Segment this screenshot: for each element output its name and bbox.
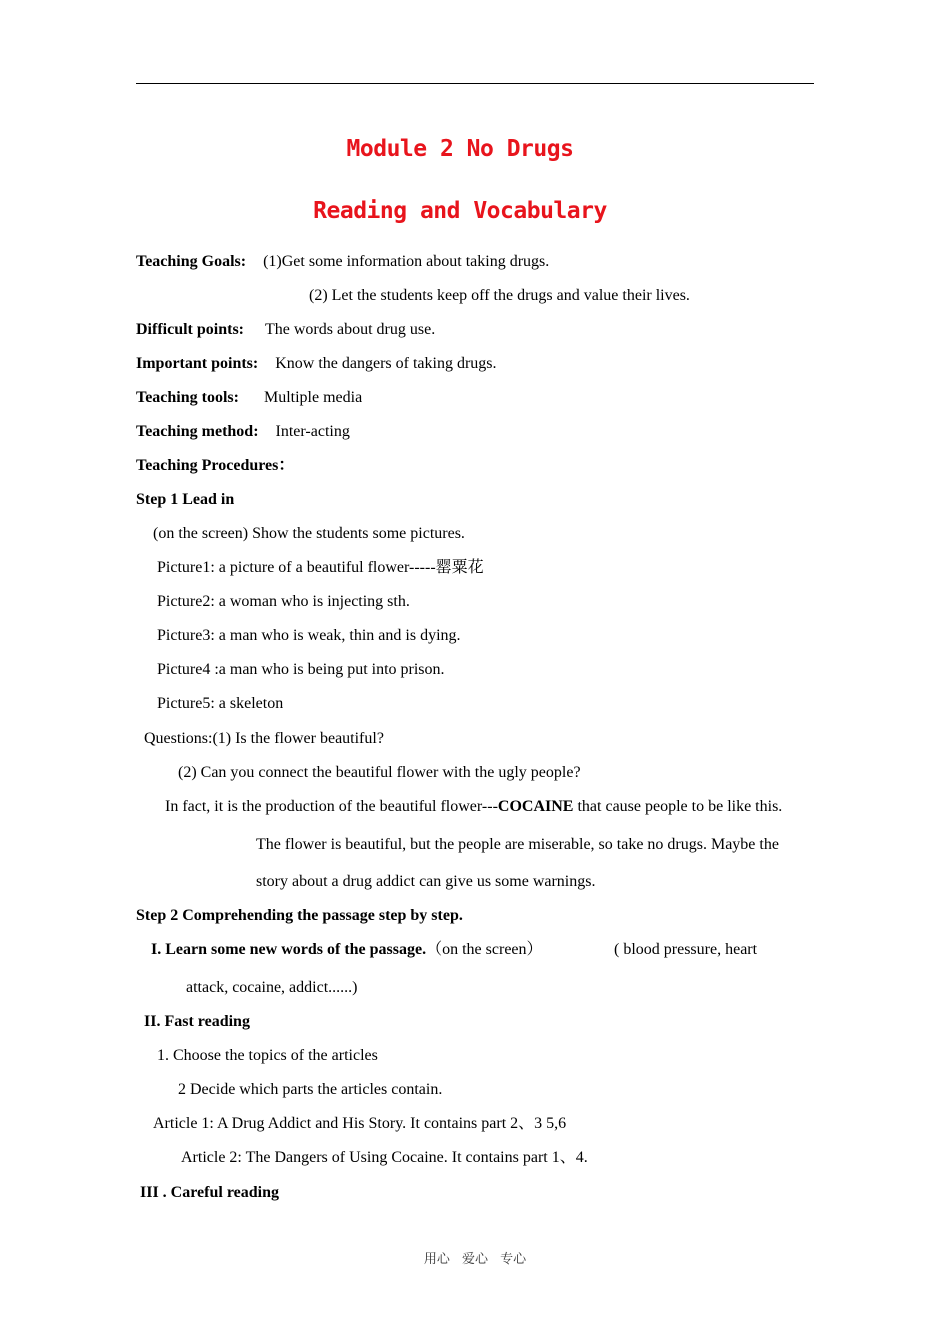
teaching-goals [136,252,549,272]
step2-heading: Step 2 Comprehending the passage step by step. [136,907,463,924]
header-rule [136,83,814,84]
teaching-procedures: Teaching Procedures： [136,457,295,474]
picture-5: Picture5: a skeleton [157,695,284,712]
section-3-label: III . Careful reading [140,1184,279,1201]
fact-continuation-2: story about a drug addict can give us some warnings. [256,873,596,890]
teaching-method-text: Inter-acting [275,423,350,440]
footer-word-1: 用心 [423,1252,450,1267]
picture-2: Picture2: a woman who is injecting sth. [157,593,410,610]
teaching-tools-text: Multiple media [263,389,363,406]
important-points-label: Important points: [136,355,259,372]
module-title: Module 2 No Drugs [346,136,574,162]
page-footer [0,1248,950,1267]
section-1-screen: （on the screen） [426,941,543,958]
fact-continuation-1: The flower is beautiful, but the people are miserable, so take no drugs. Maybe the [256,836,779,853]
section-2-label: II. Fast reading [144,1013,250,1030]
fact-cocaine: COCAINE [497,798,574,815]
teaching-method-label: Teaching method: [136,423,259,440]
teaching-goals-label: Teaching Goals: [136,253,247,270]
section-1-words-cont: attack, cocaine, addict......) [186,979,358,996]
fast-reading-item-1: 1. Choose the topics of the articles [157,1047,378,1064]
important-points [136,354,497,374]
picture-1: Picture1: a picture of a beautiful flower-----罂粟花 [157,559,484,576]
section-1-words: ( blood pressure, heart [614,941,758,958]
step1-intro: (on the screen) Show the students some pictures. [153,525,465,542]
teaching-method [136,422,350,442]
section-1-line [151,940,543,960]
footer-word-3: 专心 [500,1252,527,1267]
difficult-points [136,320,435,340]
picture-4: Picture4 :a man who is being put into prison. [157,661,445,678]
article-1: Article 1: A Drug Addict and His Story. It contains part 2、3 5,6 [153,1115,567,1132]
difficult-points-label: Difficult points: [136,321,244,338]
fact-line [165,797,782,817]
lesson-title: Reading and Vocabulary [313,198,607,224]
section-1-label: I. Learn some new words of the passage. [151,941,427,958]
question-2: (2) Can you connect the beautiful flower with the ugly people? [178,764,581,781]
teaching-tools [136,388,362,408]
fact-pre: In fact, it is the production of the beautiful flower--- [165,798,498,815]
goal-2: (2) Let the students keep off the drugs and value their lives. [309,287,690,304]
fast-reading-item-2: 2 Decide which parts the articles contain. [178,1081,443,1098]
fact-post: that cause people to be like this. [573,798,783,815]
goal-1: (1)Get some information about taking drugs. [263,253,550,270]
difficult-points-text: The words about drug use. [265,321,436,338]
question-1: Questions:(1) Is the flower beautiful? [144,730,384,747]
step1-heading: Step 1 Lead in [136,491,235,508]
important-points-text: Know the dangers of taking drugs. [275,355,497,372]
footer-word-2: 爱心 [461,1252,488,1267]
article-2: Article 2: The Dangers of Using Cocaine. It contains part 1、4. [181,1149,588,1166]
teaching-tools-label: Teaching tools: [136,389,239,406]
picture-3: Picture3: a man who is weak, thin and is dying. [157,627,461,644]
